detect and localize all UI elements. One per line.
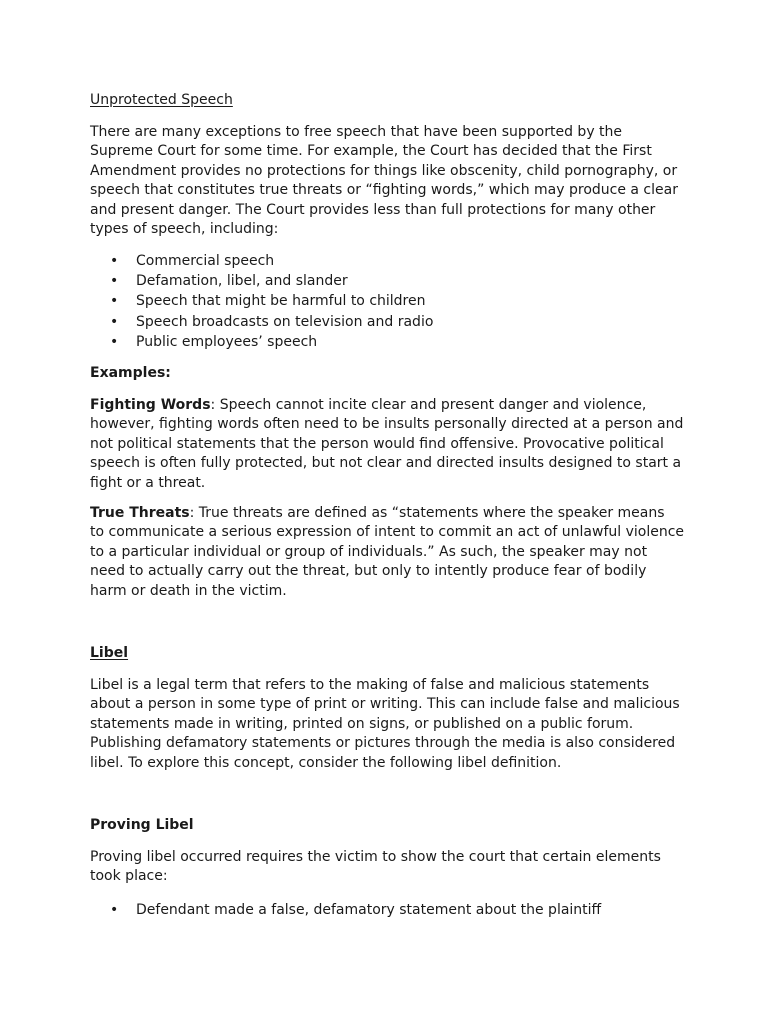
section-heading-unprotected-speech: Unprotected Speech	[90, 92, 233, 108]
term-true-threats: True Threats	[90, 505, 190, 521]
speech-types-list	[90, 251, 433, 352]
paragraph-line: True Threats: True threats are defined as “statements where the speaker means	[90, 505, 665, 521]
section-heading-libel: Libel	[90, 645, 129, 661]
paragraph-line: speech is often fully protected, but not clear and directed insults designed to start a	[90, 455, 682, 472]
examples-heading: Examples:	[90, 365, 171, 381]
paragraph-line: Amendment provides no protections for things like obscenity, child pornography, or	[90, 162, 678, 179]
paragraph-line: Fighting Words: Speech cannot incite clear and present danger and violence,	[90, 397, 647, 413]
paragraph-line: Supreme Court for some time. For example, the Court has decided that the First	[90, 143, 652, 160]
paragraph-line: however, fighting words often need to be insults personally directed at a person and	[90, 416, 684, 433]
bullet-icon: •	[110, 313, 119, 330]
list-item: • Speech that might be harmful to children	[90, 291, 433, 311]
paragraph-line: Proving libel occurred requires the victim to show the court that certain elements	[90, 849, 661, 865]
paragraph-line: need to actually carry out the threat, but only to intently produce fear of bodily	[90, 563, 647, 580]
paragraph-line: types of speech, including:	[90, 221, 279, 238]
intro-paragraph	[90, 123, 678, 239]
libel-paragraph	[90, 676, 680, 773]
list-item: • Commercial speech	[90, 251, 433, 271]
paragraph-line: took place:	[90, 868, 168, 885]
section-heading-proving-libel: Proving Libel	[90, 817, 194, 833]
true-threats-paragraph	[90, 504, 684, 601]
bullet-icon: •	[110, 293, 119, 310]
bullet-icon: •	[110, 902, 119, 918]
term-fighting-words: Fighting Words	[90, 397, 211, 413]
bullet-icon: •	[110, 253, 119, 269]
list-item: • Defamation, libel, and slander	[90, 271, 433, 291]
paragraph-line: harm or death in the victim.	[90, 582, 287, 599]
paragraph-line: statements made in writing, printed on signs, or published on a public forum.	[90, 715, 634, 732]
paragraph-line: fight or a threat.	[90, 474, 206, 491]
bullet-icon: •	[110, 273, 119, 290]
proving-libel-elements-list	[90, 900, 601, 920]
paragraph-line: to a particular individual or group of individuals.” As such, the speaker may not	[90, 543, 648, 560]
list-item: • Speech broadcasts on television and radio	[90, 312, 433, 332]
paragraph-line: to communicate a serious expression of intent to commit an act of unlawful violence	[90, 524, 685, 541]
paragraph-line: speech that constitutes true threats or “fighting words,” which may produce a clear	[90, 182, 678, 199]
paragraph-line: not political statements that the person would find offensive. Provocative political	[90, 435, 664, 452]
paragraph-line: Libel is a legal term that refers to the making of false and malicious statements	[90, 677, 650, 693]
fighting-words-paragraph	[90, 396, 683, 493]
paragraph-line: There are many exceptions to free speech that have been supported by the	[90, 124, 623, 140]
list-item: • Defendant made a false, defamatory statement about the plaintiff	[90, 900, 601, 920]
paragraph-line: Publishing defamatory statements or pictures through the media is also considered	[90, 735, 676, 752]
bullet-icon: •	[110, 333, 119, 350]
paragraph-line: and present danger. The Court provides less than full protections for many other	[90, 201, 656, 218]
list-item: • Public employees’ speech	[90, 332, 433, 352]
paragraph-line: about a person in some type of print or writing. This can include false and malicious	[90, 696, 680, 713]
proving-libel-paragraph	[90, 848, 661, 887]
paragraph-line: libel. To explore this concept, consider the following libel definition.	[90, 754, 562, 771]
